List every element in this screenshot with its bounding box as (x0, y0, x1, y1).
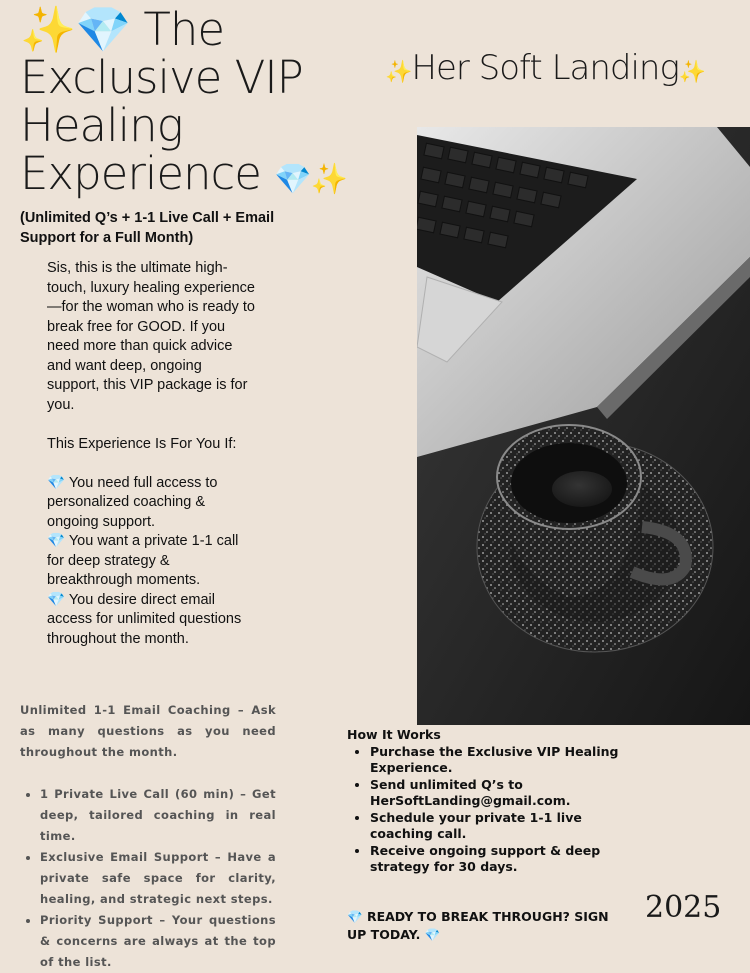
gem-icon: 💎 (47, 591, 66, 608)
feature-item: • 1 Private Live Call (60 min) – Get deep, tailored coaching in real time. (40, 784, 276, 847)
gem-icon: 💎 (47, 533, 66, 549)
brand-text: Her Soft Landing (411, 48, 679, 88)
for-you-item: 💎 You desire direct email access for unlimited questions throughout the month. (47, 591, 242, 647)
feature-lead: Unlimited 1-1 Email Coaching – Ask as many questions as you need throughout the month. (20, 703, 276, 759)
how-it-works-heading: How It Works (347, 727, 441, 742)
laptop-and-coffee-photo (417, 127, 750, 725)
title-sparkle-icons: ✨💎 (20, 3, 131, 56)
feature-item: • Exclusive Email Support – Have a private safe space for clarity, healing, and strategic next steps. (40, 847, 276, 910)
how-it-works (347, 727, 637, 876)
year-label: 2025 (645, 890, 722, 925)
gem-icon: 💎 (347, 909, 363, 924)
feature-item: • Priority Support – Your questions & concerns are always at the top of the list. (40, 910, 276, 973)
title-line-1: The (143, 3, 225, 56)
step-item: • Receive ongoing support & deep strategy for 30 days. (370, 843, 637, 876)
brand-name (385, 48, 730, 88)
step-item: • Schedule your private 1-1 live coaching call. (370, 810, 637, 843)
gem-icon: 💎 (47, 474, 66, 491)
subtitle: (Unlimited Q’s + 1-1 Live Call + Email Support for a Full Month) (20, 210, 275, 246)
sparkle-icon: ✨ (678, 60, 706, 85)
gem-icon: 💎 (424, 927, 441, 942)
step-item: • Purchase the Exclusive VIP Healing Experience. (370, 744, 637, 777)
title-gem-icons: 💎✨ (274, 162, 347, 197)
sparkle-icon: ✨ (385, 60, 412, 85)
call-to-action (347, 908, 617, 944)
features-list (20, 700, 276, 973)
cta-text: READY TO BREAK THROUGH? SIGN UP TODAY. (347, 909, 609, 942)
for-you-item: 💎 You want a private 1-1 call for deep strategy & breakthrough moments. (47, 533, 239, 588)
intro-block (47, 259, 257, 649)
title-line-3: Healing (20, 99, 183, 152)
page-title (20, 3, 350, 204)
for-you-heading: This Experience Is For You If: (47, 435, 237, 452)
intro-paragraph: Sis, this is the ultimate high-touch, luxury healing experience—for the woman who is ready to break free for GOOD. If you need more than quick advice and want deep, ongoing support, this VIP package is for you. (47, 260, 255, 413)
title-line-4: Experience (20, 147, 261, 200)
for-you-item: 💎 You need full access to personalized coaching & ongoing support. (47, 474, 218, 530)
title-line-2: Exclusive VIP (20, 51, 303, 104)
step-item: • Send unlimited Q’s to HerSoftLanding@gmail.com. (370, 777, 637, 810)
